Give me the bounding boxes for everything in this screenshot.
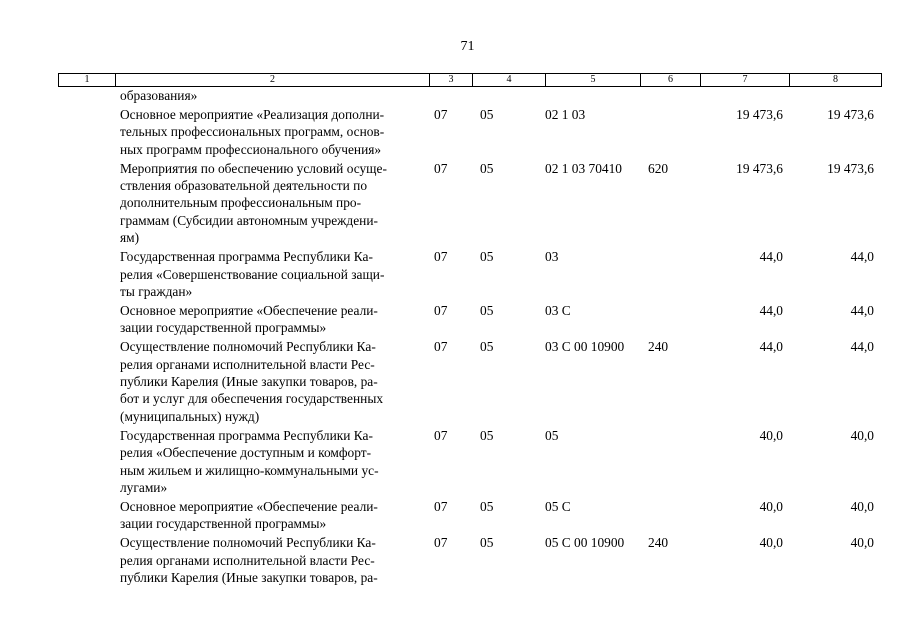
description-line: образования» [120, 88, 198, 103]
description-line: публики Карелия (Иные закупки товаров, ра- [120, 374, 378, 389]
column-header-5: 5 [546, 74, 641, 87]
row-description [120, 248, 425, 300]
budget-table-body [0, 87, 905, 586]
amount-col7: 40,0 [759, 427, 783, 443]
row-description [120, 302, 425, 337]
table-row [0, 498, 905, 533]
amount-col8: 40,0 [850, 427, 874, 443]
table-row [0, 338, 905, 425]
description-line: бот и услуг для обеспечения государственных [120, 391, 384, 407]
amount-col8: 44,0 [850, 339, 874, 355]
description-line: релия органами исполнительной власти Рес- [120, 356, 375, 372]
section-code: 07 [434, 535, 448, 551]
row-description [120, 106, 425, 158]
amount-col8: 19 473,6 [827, 160, 874, 176]
table-row [0, 534, 905, 586]
amount-col7: 44,0 [759, 339, 783, 355]
description-line: ствления образовательной деятельности по [120, 178, 368, 194]
description-line: (муниципальных) нужд) [120, 408, 260, 424]
target-article-code: 02 1 03 70410 [545, 160, 622, 176]
description-line: Осуществление полномочий Республики Ка- [120, 339, 376, 355]
description-line: ных программ профессионального обучения» [120, 141, 382, 157]
description-line: Государственная программа Республики Ка- [120, 249, 373, 265]
description-line: Мероприятия по обеспечению условий осуще- [120, 160, 387, 176]
description-line: публики Карелия (Иные закупки товаров, ра- [120, 569, 378, 585]
description-line: Основное мероприятие «Обеспечение реали- [120, 498, 378, 514]
row-description [120, 338, 425, 425]
target-article-code: 05 С [545, 498, 571, 514]
description-line: Основное мероприятие «Обеспечение реали- [120, 302, 378, 318]
target-article-code: 05 С 00 10900 [545, 535, 625, 551]
table-row [0, 427, 905, 497]
column-header-1: 1 [59, 74, 116, 87]
section-code: 07 [434, 249, 448, 265]
amount-col7: 40,0 [759, 535, 783, 551]
subsection-code: 05 [480, 535, 494, 551]
section-code: 07 [434, 427, 448, 443]
row-description [120, 160, 425, 247]
amount-col8: 44,0 [850, 249, 874, 265]
subsection-code: 05 [480, 498, 494, 514]
target-article-code: 02 1 03 [545, 106, 586, 122]
expense-type-code: 240 [648, 339, 669, 355]
amount-col7: 44,0 [759, 249, 783, 265]
column-header-3: 3 [430, 74, 473, 87]
table-row [0, 248, 905, 300]
row-description [120, 534, 425, 586]
description-line: релия «Обеспечение доступным и комфорт- [120, 445, 372, 461]
amount-col8: 40,0 [850, 535, 874, 551]
row-description [120, 427, 425, 497]
amount-col8: 40,0 [850, 498, 874, 514]
column-header-6: 6 [641, 74, 701, 87]
row-description [120, 87, 425, 104]
column-header-4: 4 [473, 74, 546, 87]
section-code: 07 [434, 106, 448, 122]
description-line: зации государственной программы» [120, 516, 327, 532]
amount-col7: 40,0 [759, 498, 783, 514]
subsection-code: 05 [480, 106, 494, 122]
subsection-code: 05 [480, 160, 494, 176]
table-row [0, 160, 905, 247]
amount-col7: 19 473,6 [736, 106, 783, 122]
description-line: релия «Совершенствование социальной защи- [120, 266, 385, 282]
row-description [120, 498, 425, 533]
target-article-code: 03 С [545, 302, 571, 318]
description-line: дополнительным профессиональным про- [120, 195, 362, 211]
description-line: тельных профессиональных программ, основ- [120, 124, 385, 140]
description-line: граммам (Субсидии автономным учреждени- [120, 212, 378, 228]
table-row [0, 87, 905, 104]
description-line: релия органами исполнительной власти Рес- [120, 552, 375, 568]
page-number: 71 [460, 39, 475, 54]
description-line: Осуществление полномочий Республики Ка- [120, 535, 376, 551]
description-line: ным жильем и жилищно-коммунальными ус- [120, 462, 379, 478]
section-code: 07 [434, 339, 448, 355]
amount-col7: 44,0 [759, 302, 783, 318]
amount-col7: 19 473,6 [736, 160, 783, 176]
subsection-code: 05 [480, 427, 494, 443]
section-code: 07 [434, 302, 448, 318]
table-row [0, 106, 905, 158]
description-line: ты граждан» [120, 283, 193, 299]
description-line: Основное мероприятие «Реализация дополни- [120, 106, 385, 122]
column-header-7: 7 [701, 74, 790, 87]
column-header-8: 8 [790, 74, 882, 87]
column-header-row [58, 73, 882, 87]
subsection-code: 05 [480, 302, 494, 318]
description-line: лугами» [120, 479, 168, 495]
expense-type-code: 240 [648, 535, 669, 551]
table-row [0, 302, 905, 337]
subsection-code: 05 [480, 249, 494, 265]
target-article-code: 03 [545, 249, 559, 265]
column-header-2: 2 [116, 74, 430, 87]
target-article-code: 03 С 00 10900 [545, 339, 625, 355]
description-line: Государственная программа Республики Ка- [120, 427, 373, 443]
expense-type-code: 620 [648, 160, 669, 176]
section-code: 07 [434, 498, 448, 514]
section-code: 07 [434, 160, 448, 176]
target-article-code: 05 [545, 427, 559, 443]
amount-col8: 19 473,6 [827, 106, 874, 122]
description-line: ям) [120, 230, 140, 246]
description-line: зации государственной программы» [120, 320, 327, 336]
amount-col8: 44,0 [850, 302, 874, 318]
subsection-code: 05 [480, 339, 494, 355]
